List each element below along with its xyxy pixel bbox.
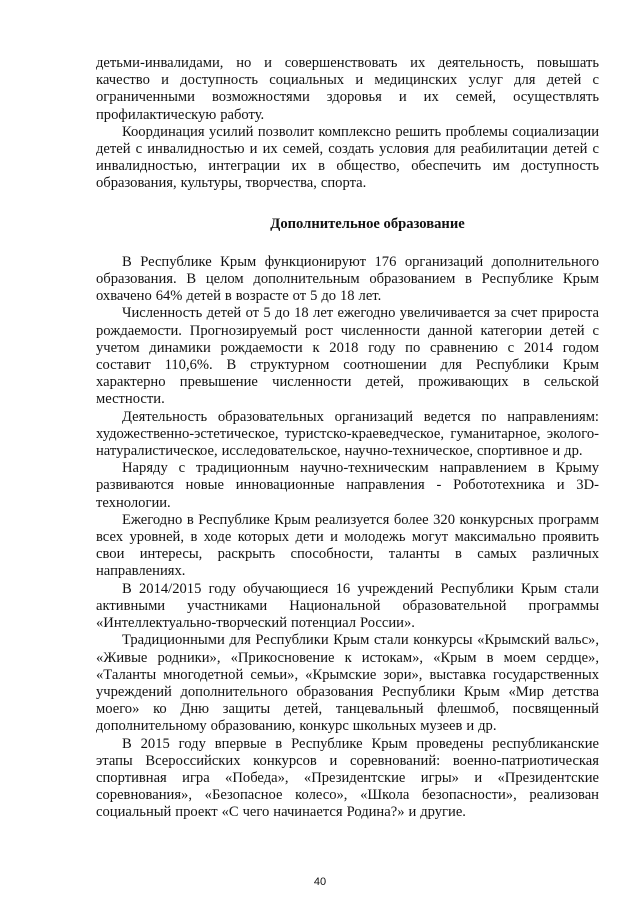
paragraph-coordination: Координация усилий позволит комплексно решить проблемы социализации детей с инвалидностью и их семей, создать условия для реабилитации детей с инвалидностью, интеграции их в общество, обеспечить им доступность образования, культуры, творчества, спорта. xyxy=(96,123,599,192)
paragraph-continued: детьми-инвалидами, но и совершенствовать их деятельность, повышать качество и доступность социальных и медицинских услуг для детей с ограниченными возможностями здоровья и их семей, осуществлять профилактическую работу. xyxy=(96,55,599,123)
paragraph-traditional-contests: Традиционными для Республики Крым стали конкурсы «Крымский вальс», «Живые родники», «Прикосновение к истокам», «Крым в моем сердце», «Таланты многодетной семьи», «Крымские зори», выставка государственных учреждений дополнительного образования Республики Крым «Мир детства моего» ко Дню защиты детей, танцевальный флешмоб, посвященный дополнительному образованию, конкурс школьных музеев и др. xyxy=(96,632,599,735)
paragraph-national-program: В 2014/2015 году обучающиеся 16 учреждений Республики Крым стали активными участниками Национальной образовательной программы «Интеллектуально-творческий потенциал России». xyxy=(96,580,599,632)
paragraph-competitions: Ежегодно в Республике Крым реализуется более 320 конкурсных программ всех уровней, в ходе которых дети и молодежь могут максимально проявить свои интересы, раскрыть способности, таланты в самых различных направлениях. xyxy=(96,511,599,580)
section-heading: Дополнительное образование xyxy=(270,215,465,232)
paragraph-2015-events: В 2015 году впервые в Республике Крым проведены республиканские этапы Всероссийских конкурсов и соревнований: военно-патриотическая спортивная игра «Победа», «Президентские игры» и «Президентские соревнования», «Безопасное колесо», «Школа безопасности», реализован социальный проект «С чего начинается Родина?» и другие. xyxy=(96,735,599,821)
paragraph-population: Численность детей от 5 до 18 лет ежегодно увеличивается за счет прироста рождаемости. Прогнозируемый рост численности данной категории детей с учетом динамики рождаемости к 2018 году по сравнению с 2014 годом составит 110,6%. В структурном соотношении для Республики Крым характерно превышение численности детей, проживающих в сельской местности. xyxy=(96,305,599,408)
paragraph-organizations: В Республике Крым функционируют 176 организаций дополнительного образования. В целом дополнительным образованием в Республике Крым охвачено 64% детей в возрасте от 5 до 18 лет. xyxy=(96,253,599,305)
paragraph-innovations: Наряду с традиционным научно-техническим направлением в Крыму развиваются новые инновационные направления - Робототехника и 3D-технологии. xyxy=(96,460,599,511)
paragraph-directions: Деятельность образовательных организаций ведется по направлениям: художественно-эстетическое, туристско-краеведческое, гуманитарное, эколого-натуралистическое, исследовательское, научно-техническое, спортивное и др. xyxy=(96,408,599,460)
page-number: 40 xyxy=(313,876,327,888)
